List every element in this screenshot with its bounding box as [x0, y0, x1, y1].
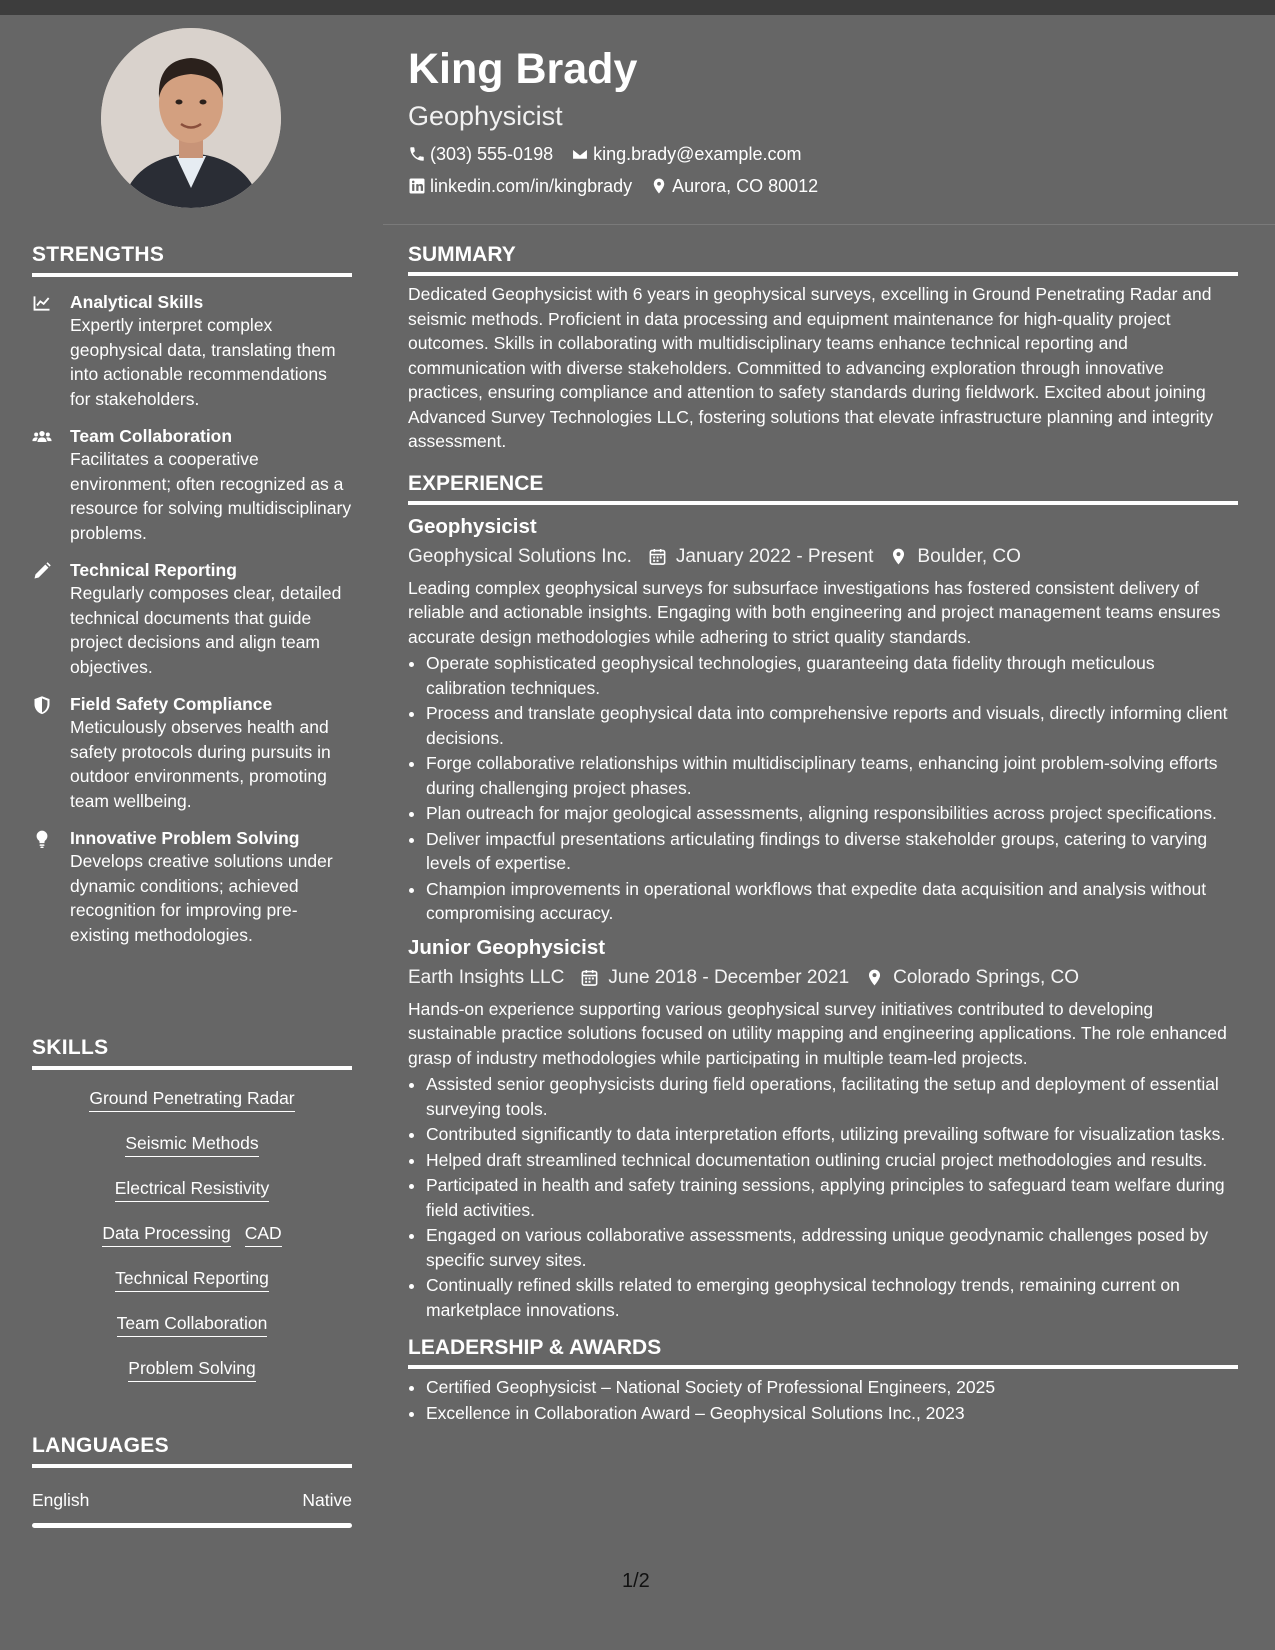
job-location: Boulder, CO	[917, 545, 1021, 567]
languages-title: LANGUAGES	[32, 1434, 352, 1468]
awards-list	[408, 1375, 1238, 1425]
job-entry	[408, 934, 1238, 1323]
job-dates: June 2018 - December 2021	[608, 966, 850, 988]
strength-title: Innovative Problem Solving	[70, 828, 300, 848]
pencil-icon	[32, 561, 52, 581]
language-level: Native	[302, 1490, 352, 1510]
strengths-section	[32, 243, 352, 947]
strength-desc: Meticulously observes health and safety protocols during pursuits in outdoor environments, promoting team wellbeing.	[70, 717, 331, 811]
job-meta	[408, 541, 1238, 573]
skill-tag: Data Processing	[102, 1223, 230, 1247]
languages-section	[32, 1434, 352, 1528]
calendar-icon	[648, 547, 667, 566]
strength-item	[32, 827, 352, 947]
job-description: Hands-on experience supporting various geophysical survey initiatives contributed to developing sustainable practice solutions focused on utility mapping and engineering applications. The role enhanced grasp of industry methodologies while participating in multiple team-led projects.	[408, 998, 1227, 1068]
job-bullet: • Process and translate geophysical data into comprehensive reports and visuals, directly informing client decisions.	[426, 701, 1238, 750]
skill-tag: Problem Solving	[128, 1358, 255, 1382]
skills-title: SKILLS	[32, 1036, 352, 1070]
strength-title: Analytical Skills	[70, 292, 204, 312]
contact-row-1	[408, 138, 1238, 170]
strength-title: Field Safety Compliance	[70, 694, 273, 714]
strength-item	[32, 559, 352, 679]
job-bullets	[408, 1072, 1238, 1322]
candidate-name: King Brady	[408, 45, 638, 93]
strength-desc: Expertly interpret complex geophysical data, translating them into actionable recommendations for stakeholders.	[70, 315, 336, 409]
strength-item	[32, 425, 352, 545]
skills-section	[32, 1036, 352, 1403]
map-pin-icon	[889, 547, 908, 566]
linkedin-contact[interactable]	[408, 170, 632, 202]
skills-list	[32, 1088, 352, 1382]
page-number: 1/2	[622, 1570, 650, 1592]
calendar-icon	[580, 968, 599, 987]
job-title: Junior Geophysicist	[408, 935, 606, 959]
job-entry	[408, 513, 1238, 926]
job-bullet: • Helped draft streamlined technical documentation outlining crucial project methodologies and results.	[426, 1148, 1238, 1173]
phone-icon	[408, 145, 426, 163]
summary-title: SUMMARY	[408, 243, 1238, 276]
strength-title: Technical Reporting	[70, 560, 237, 580]
phone-text: (303) 555-0198	[430, 144, 554, 164]
chart-line-icon	[32, 293, 52, 313]
strength-title: Team Collaboration	[70, 426, 233, 446]
skill-tag: Ground Penetrating Radar	[89, 1088, 294, 1112]
skill-tag: CAD	[245, 1223, 282, 1247]
job-company: Earth Insights LLC	[408, 966, 565, 988]
email-contact[interactable]	[571, 138, 801, 170]
shield-icon	[32, 695, 52, 715]
job-location: Colorado Springs, CO	[893, 966, 1080, 988]
strength-desc: Facilitates a cooperative environment; often recognized as a resource for solving multidisciplinary problems.	[70, 449, 352, 543]
job-bullet: • Participated in health and safety training sessions, applying principles to safeguard team welfare during field activities.	[426, 1173, 1238, 1222]
main-column	[408, 243, 1238, 1426]
job-bullet: • Assisted senior geophysicists during field operations, facilitating the setup and deployment of essential surveying tools.	[426, 1072, 1238, 1121]
job-title: Geophysicist	[408, 514, 537, 538]
skill-tag: Electrical Resistivity	[115, 1178, 270, 1202]
skill-tag: Seismic Methods	[125, 1133, 258, 1157]
location-contact	[650, 170, 818, 202]
phone-contact[interactable]	[408, 138, 553, 170]
skill-tag: Technical Reporting	[115, 1268, 269, 1292]
job-dates-wrap	[648, 541, 874, 573]
job-location-wrap	[865, 962, 1079, 994]
map-pin-icon	[865, 968, 884, 987]
job-bullet: • Champion improvements in operational workflows that expedite data acquisition and analysis without compromising accuracy.	[426, 877, 1238, 926]
job-company: Geophysical Solutions Inc.	[408, 545, 632, 567]
award-item: • Certified Geophysicist – National Society of Professional Engineers, 2025	[426, 1375, 1238, 1400]
job-bullet: • Deliver impactful presentations articulating findings to diverse stakeholder groups, catering to varying levels of expertise.	[426, 827, 1238, 876]
contact-row-2	[408, 170, 1238, 202]
job-location-wrap	[889, 541, 1021, 573]
skill-tag: Team Collaboration	[117, 1313, 268, 1337]
strengths-title: STRENGTHS	[32, 243, 352, 277]
strength-desc: Regularly composes clear, detailed technical documents that guide project decisions and align team objectives.	[70, 583, 342, 677]
email-text: king.brady@example.com	[593, 144, 802, 164]
top-bar	[0, 0, 1275, 15]
job-bullet: • Contributed significantly to data interpretation efforts, utilizing prevailing software for visualization tasks.	[426, 1122, 1238, 1147]
experience-title: EXPERIENCE	[408, 472, 1238, 505]
location-text: Aurora, CO 80012	[672, 176, 819, 196]
job-meta	[408, 962, 1238, 994]
language-level-bar	[32, 1523, 352, 1528]
linkedin-text: linkedin.com/in/kingbrady	[430, 176, 633, 196]
header-divider	[383, 224, 1275, 225]
map-pin-icon	[650, 177, 668, 195]
language-name: English	[32, 1490, 90, 1510]
award-item: • Excellence in Collaboration Award – Geophysical Solutions Inc., 2023	[426, 1401, 1238, 1426]
strength-desc: Develops creative solutions under dynamic conditions; achieved recognition for improving pre-existing methodologies.	[70, 851, 333, 945]
users-icon	[32, 427, 52, 447]
resume-header	[408, 40, 1238, 202]
candidate-role: Geophysicist	[408, 101, 563, 131]
strength-item	[32, 693, 352, 813]
job-bullet: • Continually refined skills related to emerging geophysical technology trends, remaining current on marketplace innovations.	[426, 1273, 1238, 1322]
job-bullets	[408, 651, 1238, 926]
job-dates: January 2022 - Present	[675, 545, 874, 567]
envelope-icon	[571, 145, 589, 163]
job-bullet: • Plan outreach for major geological assessments, aligning responsibilities across project specifications.	[426, 801, 1238, 826]
awards-title: LEADERSHIP & AWARDS	[408, 1336, 1238, 1369]
job-dates-wrap	[580, 962, 849, 994]
profile-photo	[101, 28, 281, 208]
language-item	[32, 1490, 352, 1511]
summary-text: Dedicated Geophysicist with 6 years in geophysical surveys, excelling in Ground Penetrating Radar and seismic methods. Proficient in data processing and equipment maintenance for high-quality project outcomes. Skills in collaborating with multidisciplinary teams enhance technical reporting and communication with diverse stakeholders. Committed to advancing exploration through innovative practices, ensuring compliance and attention to safety standards during fieldwork. Excited about joining Advanced Survey Technologies LLC, fostering solutions that elevate infrastructure planning and integrity assessment.	[408, 284, 1214, 451]
lightbulb-icon	[32, 829, 52, 849]
job-bullet: • Engaged on various collaborative assessments, addressing unique geodynamic challenges posed by specific survey sites.	[426, 1223, 1238, 1272]
linkedin-icon	[408, 177, 426, 195]
job-bullet: • Operate sophisticated geophysical technologies, guaranteeing data fidelity through meticulous calibration techniques.	[426, 651, 1238, 700]
job-description: Leading complex geophysical surveys for subsurface investigations has fostered consistent delivery of reliable and actionable insights. Engaging with both engineering and project management teams ensures accurate design methodologies while adhering to strict quality standards.	[408, 577, 1221, 647]
strength-item	[32, 291, 352, 411]
job-bullet: • Forge collaborative relationships within multidisciplinary teams, enhancing joint problem-solving efforts during challenging project phases.	[426, 751, 1238, 800]
